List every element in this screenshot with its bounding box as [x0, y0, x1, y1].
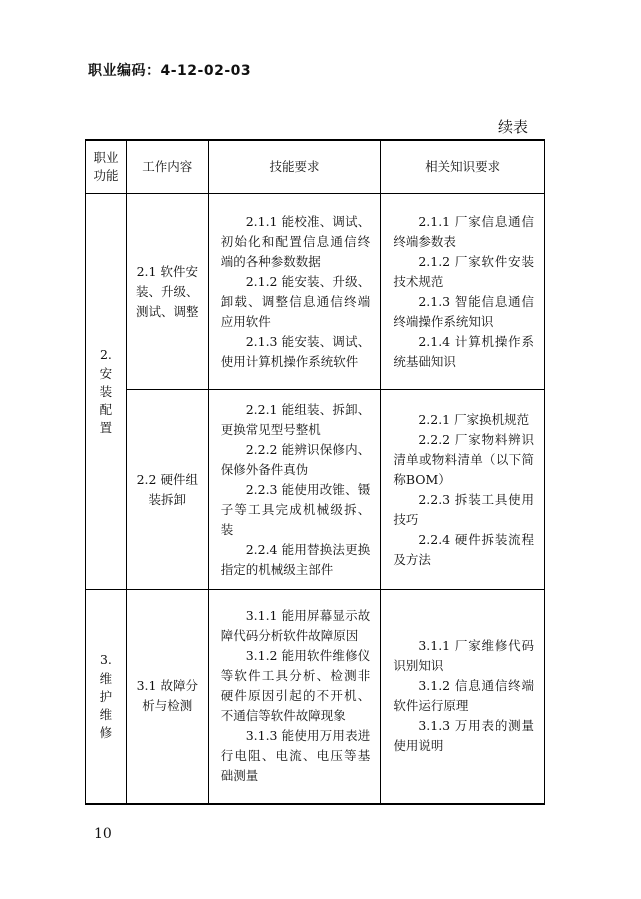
knowledge-cell	[381, 590, 545, 804]
work-content-cell: 3.1 故障分析与检测	[126, 590, 208, 804]
table-row	[86, 590, 545, 804]
skills-table	[85, 139, 545, 805]
knowledge-item: 3.1.2 信息通信终端软件运行原理	[393, 678, 534, 714]
function-number: 3.	[99, 651, 112, 667]
page-number: 10	[94, 826, 112, 842]
occupation-code: 职业编码：4-12-02-03	[88, 63, 252, 79]
skill-item: 3.1.1 能用屏幕显示故障代码分析软件故障原因	[220, 608, 371, 644]
knowledge-item: 2.2.1 厂家换机规范	[418, 411, 530, 427]
skill-item: 2.1.2 能安装、升级、卸载、调整信息通信终端应用软件	[220, 273, 371, 329]
skill-item: 2.2.2 能辨识保修内、保修外备件真伪	[220, 441, 371, 477]
header-work-content: 工作内容	[126, 140, 208, 194]
work-content-cell: 2.1 软件安装、升级、测试、调整	[126, 194, 208, 390]
header-knowledge-requirements: 相关知识要求	[381, 140, 545, 194]
function-number: 2.	[99, 347, 112, 362]
header-skill-requirements: 技能要求	[208, 140, 381, 194]
knowledge-item: 2.2.3 拆装工具使用技巧	[393, 491, 534, 527]
skill-item: 3.1.2 能用软件维修仪等软件工具分析、检测非硬件原因引起的不开机、不通信等软件故障现象	[220, 648, 371, 724]
table-row	[86, 390, 545, 590]
function-name: 安装配置	[99, 366, 113, 435]
knowledge-item: 3.1.3 万用表的测量使用说明	[393, 718, 534, 754]
skill-item: 2.2.4 能用替换法更换指定的机械级主部件	[220, 541, 371, 577]
skill-item: 2.2.3 能使用改锥、镊子等工具完成机械级拆、装	[220, 481, 371, 537]
function-cell	[86, 590, 127, 804]
function-name: 维护维修	[99, 670, 113, 740]
header-function: 职业 功能	[86, 140, 127, 194]
knowledge-item: 2.1.2 厂家软件安装技术规范	[393, 253, 534, 289]
work-content-cell: 2.2 硬件组装拆卸	[126, 390, 208, 590]
skill-item: 3.1.3 能使用万用表进行电阻、电流、电压等基础测量	[220, 728, 371, 784]
function-cell	[86, 194, 127, 590]
table-row	[86, 194, 545, 390]
skill-item: 2.2.1 能组装、拆卸、更换常见型号整机	[220, 401, 371, 437]
skills-cell	[208, 590, 381, 804]
knowledge-item: 2.1.1 厂家信息通信终端参数表	[393, 213, 534, 249]
skills-cell	[208, 194, 381, 390]
skills-cell	[208, 390, 381, 590]
knowledge-cell	[381, 194, 545, 390]
knowledge-cell	[381, 390, 545, 590]
skill-item: 2.1.3 能安装、调试、使用计算机操作系统软件	[220, 333, 371, 369]
knowledge-item: 2.2.4 硬件拆装流程及方法	[393, 531, 534, 567]
skill-item: 2.1.1 能校准、调试、初始化和配置信息通信终端的各种参数数据	[220, 213, 371, 269]
continued-label: 续表	[498, 118, 529, 136]
knowledge-item: 2.1.4 计算机操作系统基础知识	[393, 333, 534, 369]
knowledge-item: 2.2.2 厂家物料辨识清单或物料清单（以下简称BOM）	[393, 431, 534, 487]
table-header-row	[86, 140, 545, 194]
knowledge-item: 2.1.3 智能信息通信终端操作系统知识	[393, 293, 534, 329]
knowledge-item: 3.1.1 厂家维修代码识别知识	[393, 638, 534, 674]
